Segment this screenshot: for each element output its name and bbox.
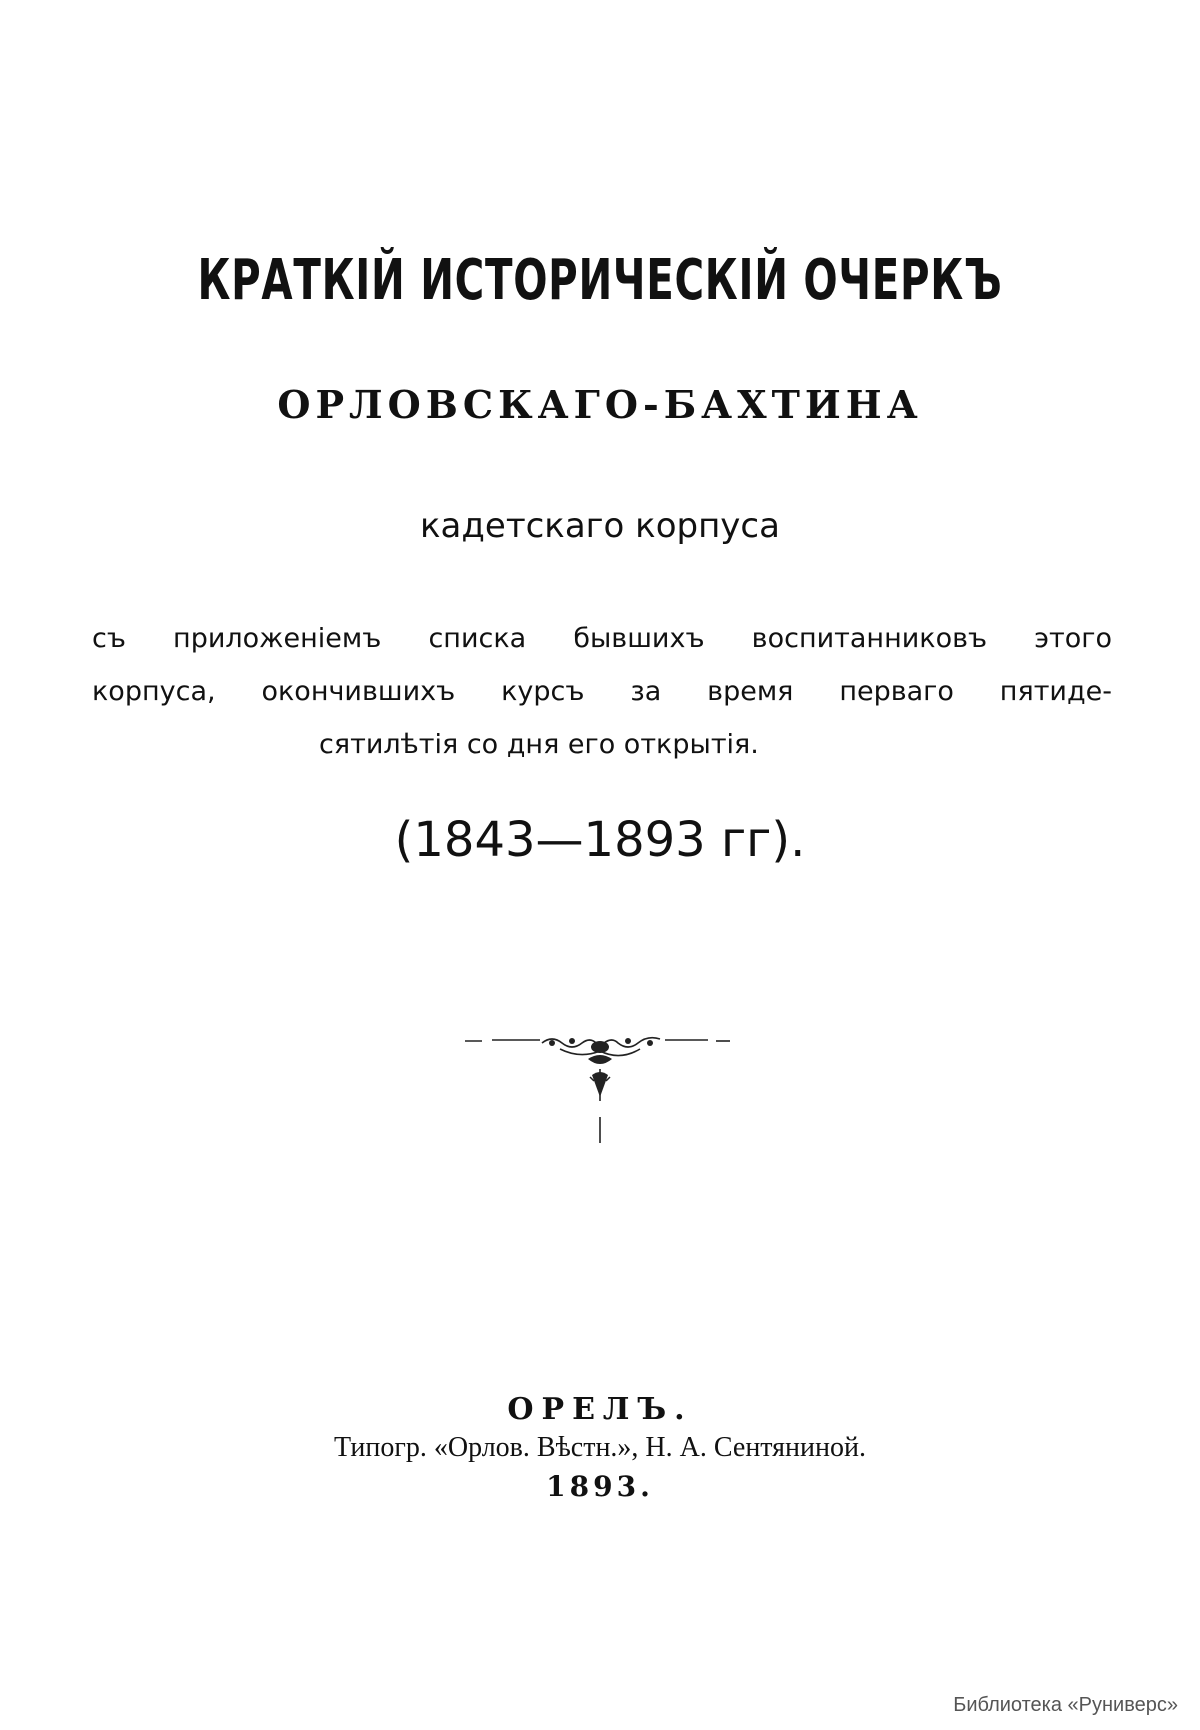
description-line: корпуса, окончившихъ курсъ за время перваго пятиде-: [92, 676, 1112, 707]
book-subtitle: ОРЛОВСКАГО-БАХТИНА: [277, 382, 923, 427]
description-paragraph: [92, 612, 1112, 771]
description-line: съ приложеніемъ списка бывшихъ воспитанниковъ этого: [92, 623, 1112, 654]
library-watermark: Библиотека «Руниверс»: [953, 1694, 1178, 1716]
years-range: (1843—1893 гг).: [394, 812, 806, 868]
imprint-year: 1893.: [546, 1470, 654, 1503]
imprint-printer: Типогр. «Орлов. Вѣстн.», Н. А. Сентяниной.: [334, 1432, 866, 1463]
imprint-city: ОРЕЛЪ.: [507, 1392, 693, 1427]
description-line: сятилѣтія со дня его открытія.: [319, 729, 759, 760]
book-subtitle-secondary: кадетскаго корпуса: [420, 506, 780, 546]
book-title: КРАТКІЙ ИСТОРИЧЕСКІЙ ОЧЕРКЪ: [197, 248, 1003, 313]
floral-ornament-icon: [460, 1025, 740, 1155]
